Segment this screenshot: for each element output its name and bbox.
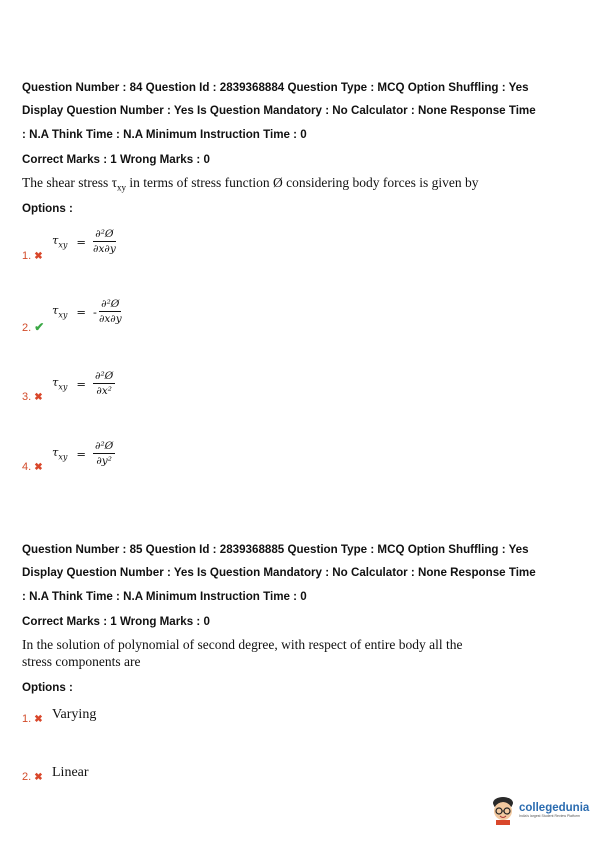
- q84-question-sub: xy: [117, 182, 127, 193]
- formula-lhs: $\tau_{xy}$: [52, 445, 68, 462]
- q85-header-line1: Question Number : 85 Question Id : 2839368885 Question Type : MCQ Option Shuffling : Yes: [22, 543, 529, 556]
- formula-lhs: $\tau_{xy}$: [52, 233, 68, 250]
- collegedunia-logo: [490, 795, 589, 825]
- q85-option-1-text: Varying: [52, 707, 97, 722]
- option-number: 2.: [22, 322, 32, 334]
- q84-option-2-formula: [52, 298, 122, 325]
- option-number: 2.: [22, 771, 32, 783]
- q84-option-4-formula: [52, 440, 115, 467]
- q84-question-text: [22, 174, 542, 197]
- q84-marks: Correct Marks : 1 Wrong Marks : 0: [22, 153, 210, 166]
- fraction-denominator: ∂x∂y: [98, 313, 122, 325]
- formula-minus-sign: -: [93, 304, 97, 319]
- q84-header-line1: Question Number : 84 Question Id : 2839368884 Question Type : MCQ Option Shuffling : Yes: [22, 81, 529, 94]
- q84-option-4-number: [22, 461, 43, 473]
- fraction-numerator: ∂²Ø: [95, 370, 114, 382]
- fraction-denominator: ∂x∂y: [93, 243, 116, 255]
- mascot-icon: [490, 795, 516, 825]
- option-number: 4.: [22, 461, 32, 473]
- formula-lhs: $\tau_{xy}$: [52, 375, 68, 392]
- q84-header-line3: : N.A Think Time : N.A Minimum Instruction Time : 0: [22, 127, 307, 141]
- option-number: 1.: [22, 250, 32, 262]
- q85-option-2-number: [22, 771, 43, 783]
- cross-icon: ✖: [34, 714, 43, 725]
- fraction-denominator: ∂y²: [96, 455, 112, 467]
- formula-equals: =: [76, 376, 87, 391]
- q85-options-label: Options :: [22, 681, 73, 694]
- q85-option-1-number: [22, 713, 43, 725]
- q84-question-post: in terms of stress function Ø considering body forces is given by: [126, 175, 479, 190]
- q84-header-line2: Display Question Number : Yes Is Question Mandatory : No Calculator : None Response Time: [22, 104, 536, 118]
- cross-icon: ✖: [34, 251, 43, 262]
- option-number: 1.: [22, 713, 32, 725]
- q85-marks: Correct Marks : 1 Wrong Marks : 0: [22, 615, 210, 628]
- formula-equals: =: [76, 446, 87, 461]
- q84-option-2-number: [22, 320, 44, 334]
- q84-option-1-formula: [52, 228, 116, 255]
- formula-fraction: [93, 440, 115, 467]
- logo-name: collegedunia: [519, 802, 590, 814]
- q84-option-3-number: [22, 391, 43, 403]
- cross-icon: ✖: [34, 392, 43, 403]
- logo-tagline: India's largest Student Review Platform: [519, 814, 580, 818]
- fraction-numerator: ∂²Ø: [101, 298, 120, 310]
- formula-fraction: [93, 370, 115, 397]
- formula-equals: =: [76, 304, 87, 319]
- formula-fraction: [93, 228, 116, 255]
- q85-question-line1: In the solution of polynomial of second degree, with respect of entire body all the: [22, 637, 463, 652]
- fraction-denominator: ∂x²: [96, 385, 112, 397]
- formula-fraction: [99, 298, 122, 325]
- fraction-numerator: ∂²Ø: [95, 440, 114, 452]
- fraction-numerator: ∂²Ø: [95, 228, 114, 240]
- cross-icon: ✖: [34, 462, 43, 473]
- q85-question-line2: stress components are: [22, 654, 141, 669]
- option-number: 3.: [22, 391, 32, 403]
- cross-icon: ✖: [34, 772, 43, 783]
- q84-options-label: Options :: [22, 202, 73, 215]
- q84-option-1-number: [22, 250, 43, 262]
- q84-question-pre: The shear stress τ: [22, 175, 118, 190]
- q85-option-2-text: Linear: [52, 765, 89, 780]
- logo-text: [519, 802, 589, 818]
- question-84-header: [22, 76, 578, 146]
- q85-header-line2: Display Question Number : Yes Is Question Mandatory : No Calculator : None Response Time: [22, 566, 536, 580]
- formula-equals: =: [76, 234, 87, 249]
- check-icon: ✔: [34, 320, 45, 334]
- question-85-header: [22, 538, 578, 608]
- q85-question-text: [22, 636, 542, 670]
- q85-header-line3: : N.A Think Time : N.A Minimum Instruction Time : 0: [22, 589, 307, 603]
- formula-lhs: $\tau_{xy}$: [52, 303, 68, 320]
- q84-option-3-formula: [52, 370, 115, 397]
